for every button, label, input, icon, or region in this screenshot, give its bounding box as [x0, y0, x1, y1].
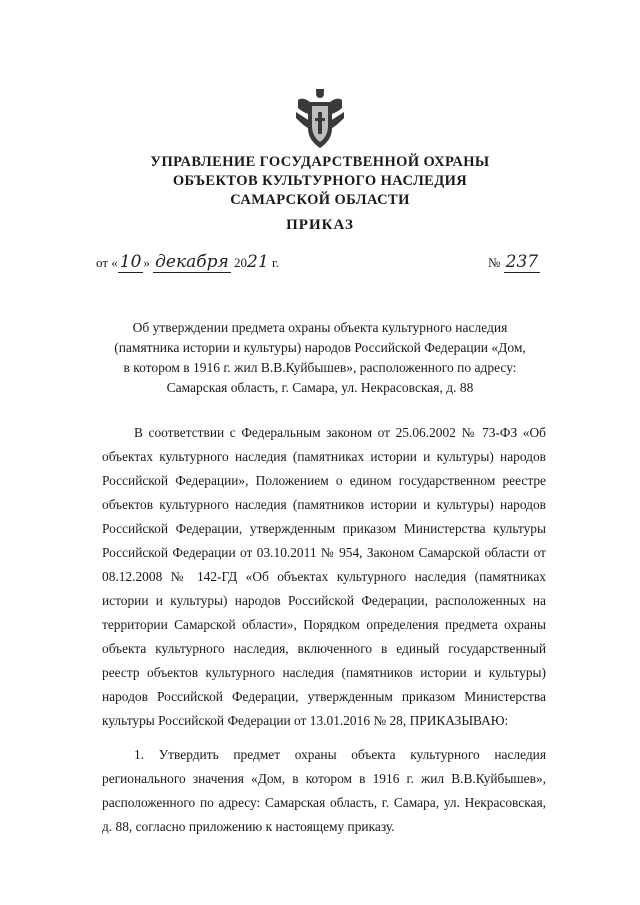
number-value: 237 — [505, 252, 539, 272]
date-prefix: от « — [96, 255, 118, 270]
date-suffix: г. — [271, 255, 280, 270]
preamble-paragraph: В соответствии с Федеральным законом от 25.06.2002 № 73-ФЗ «Об объектах культурного наследия (памятниках истории и культуры) народов Российской Федерации», Положением о едином государственном реестре объектов культурного наследия (памятников истории и культуры) народов Российской Федерации, утвержденным приказом Министерства культуры Российской Федерации от 03.10.2011 № 954, Законом Самарской области от 08.12.2008 № 142-ГД «Об объектах культурного наследия (памятниках истории и культуры) народов Российской Федерации, расположенных на территории Самарской области», Порядком определения предмета охраны объекта культурного наследия, включенного в единый государственный реестр объектов культурного наследия (памятников истории и культуры) народов Российской Федерации, утвержденным приказом Министерства культуры Российской Федерации от 13.01.2016 № 28, ПРИКАЗЫВАЮ: — [102, 425, 546, 728]
order-item-1: 1. Утвердить предмет охраны объекта культурного наследия регионального значения «Дом, в котором в 1916 г. жил В.В.Куйбышев», расположенного по адресу: Самарская область, г. Самара, ул. Некрасовская, д. 88, согласно приложению к настоящему приказу. — [102, 747, 546, 834]
coat-of-arms-icon — [292, 86, 348, 152]
order-subject — [0, 318, 640, 398]
order-date — [96, 252, 279, 272]
subject-line-3: в котором в 1916 г. жил В.В.Куйбышев», расположенного по адресу: — [123, 360, 517, 375]
date-separator: » — [143, 255, 150, 270]
document-type-title: ПРИКАЗ — [286, 217, 354, 233]
order-body — [102, 421, 546, 839]
subject-line-2: (памятника истории и культуры) народов Российской Федерации «Дом, — [114, 340, 526, 355]
date-day: 10 — [119, 252, 142, 272]
organization-name-line-1: УПРАВЛЕНИЕ ГОСУДАРСТВЕННОЙ ОХРАНЫ — [150, 154, 490, 170]
date-month: декабря — [155, 252, 229, 272]
subject-line-4: Самарская область, г. Самара, ул. Некрасовская, д. 88 — [166, 380, 474, 395]
organization-name-line-2: ОБЪЕКТОВ КУЛЬТУРНОГО НАСЛЕДИЯ — [172, 173, 468, 189]
organization-name-line-3: САМАРСКОЙ ОБЛАСТИ — [230, 192, 410, 208]
subject-line-1: Об утверждении предмета охраны объекта культурного наследия — [132, 320, 508, 335]
date-year-prefix: 20 — [234, 255, 248, 270]
date-year-suffix: 21 — [247, 252, 269, 272]
number-prefix: № — [488, 255, 501, 270]
order-number — [488, 252, 540, 272]
